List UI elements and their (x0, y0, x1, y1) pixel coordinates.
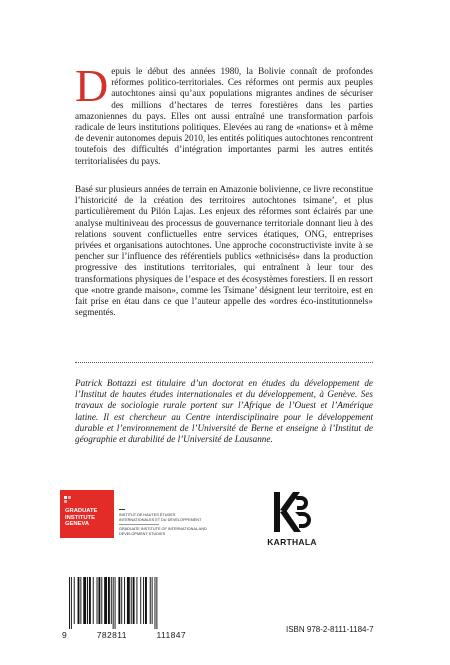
isbn-text: ISBN 978-2-8111-1184-7 (286, 625, 374, 634)
barcode-bar (108, 577, 110, 624)
barcode-bar (124, 577, 125, 624)
barcode-bar (152, 577, 153, 624)
barcode-digits-prefix: 9 (62, 630, 68, 640)
graduate-institute-logo (60, 490, 114, 538)
barcode-bar (118, 577, 120, 624)
graduate-institute-name-line1: GRADUATE (65, 508, 98, 514)
barcode-bar (98, 577, 100, 624)
barcode-bar (150, 577, 151, 624)
barcode-bar (87, 577, 88, 624)
barcode-bar (97, 577, 98, 624)
isbn-barcode (69, 577, 185, 629)
barcode-bar (93, 577, 94, 624)
barcode-bar (111, 577, 112, 624)
graduate-institute-en-name: GRADUATE INSTITUTE OF INTERNATIONAL AND DEVELOPMENT STUDIES (119, 527, 207, 536)
barcode-bar (80, 577, 81, 624)
dotted-divider (75, 362, 373, 363)
barcode-bar (143, 577, 144, 624)
drop-cap: D (75, 60, 109, 111)
barcode-bar (69, 577, 70, 629)
barcode-bar (133, 577, 135, 624)
karthala-kb-logo-icon (271, 490, 311, 534)
publisher-name: KARTHALA (267, 537, 317, 547)
barcode-bar (140, 577, 141, 624)
graduate-institute-fullname (119, 509, 209, 536)
barcode-bar (71, 577, 72, 629)
graduate-institute-name-line3: GENEVA (65, 521, 90, 527)
summary-paragraph-1-text: epuis le début des années 1980, la Bolivie connaît de profondes réformes politico-territoriales. Ces réformes ont permis aux peuples autochtones ainsi qu’aux populations migrantes andines de sécuriser des millions d’hectares de terres forestières dans les parties amazoniennes du pays. Elles ont aussi entraîné une transformation parfois radicale de leurs institutions politiques. Elevées au rang de «nations» et à même de devenir autonomes depuis 2010, les entités politiques autochtones rencontrent toutefois des difficultés d’intégration importantes parmi les autres entités territorialisées du pays. (75, 66, 373, 166)
graduate-institute-symbol-icon (64, 496, 72, 504)
barcode-bar (131, 577, 132, 624)
graduate-institute-name-line2: INSTITUTE (65, 514, 95, 521)
barcode-bar (145, 577, 147, 624)
logo-separator (119, 524, 159, 525)
barcode-bar (101, 577, 102, 624)
barcode-bar (115, 577, 116, 629)
barcode-bar (136, 577, 137, 624)
barcode-digits (62, 630, 186, 640)
barcode-digits-left: 782811 (96, 630, 127, 640)
barcode-bar (89, 577, 91, 624)
barcode-bar (155, 577, 156, 629)
barcode-bar (78, 577, 80, 624)
logo-dash (119, 509, 125, 510)
summary-paragraph-1 (75, 60, 373, 167)
barcode-bar (83, 577, 86, 624)
author-bio: Patrick Bottazzi est titulaire d’un doctorat en études du développement de l’Institut de hautes études internationales et du développement, à Genève. Ses travaux de sociologie rurale portent sur l’Afrique de l’Ouest et l’Amérique latine. Il est chercheur au Centre interdisciplinaire pour le développement durable et l’environnement de l’Université de Berne et enseigne à l’Institut de géographie et durabilité de l’Université de Lausanne. (75, 378, 373, 445)
barcode-bar (74, 577, 75, 624)
barcode-bar (127, 577, 130, 624)
barcode-bar (156, 577, 157, 629)
barcode-digits-right: 111847 (156, 630, 186, 640)
barcode-bar (113, 577, 114, 629)
barcode-bar (104, 577, 107, 624)
barcode-bar (121, 577, 122, 624)
summary-paragraph-2: Basé sur plusieurs années de terrain en Amazonie bolivienne, ce livre reconstitue l’historicité de la création des territoires autochtones tsimane’, et plus particulièrement du Pilón Lajas. Les enjeux des réformes sont éclairés par une analyse multiniveau des processus de gouvernance territoriale donnant lieu à des relations souvent conflictuelles entre services étatiques, ONG, entreprises privées et organisations autochtones. Une approche coconstructiviste invite à se pencher sur l’influence des référentiels publics «ethnicisés» dans la production progressive des institutions territoriales, qui entraînent à leur tour des transformations physiques de l’espace et des écosystèmes forestiers. Il en ressort que «notre grande maison», comme les Tsimane’ désignent leur territoire, est en fait prise en étau dans ce que l’auteur appelle des «ordres éco-institutionnels» segmentés. (75, 184, 373, 318)
graduate-institute-fr-name: INSTITUT DE HAUTES ÉTUDES INTERNATIONALES ET DU DÉVELOPPEMENT (119, 513, 202, 522)
